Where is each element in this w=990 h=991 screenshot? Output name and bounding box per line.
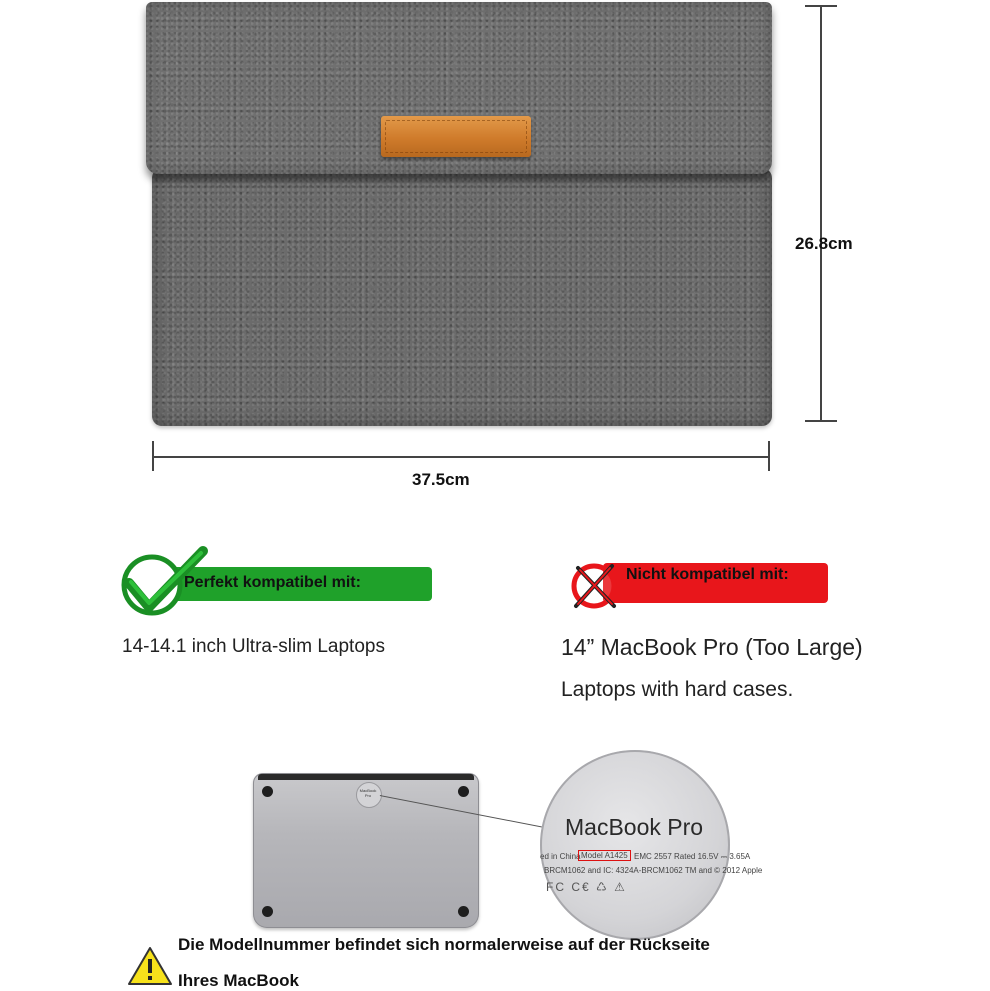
width-label: 37.5cm bbox=[412, 470, 470, 489]
incompatible-item: Laptops with hard cases. bbox=[561, 678, 794, 701]
laptop-hinge bbox=[258, 774, 474, 780]
width-dimension-cap-left bbox=[152, 441, 154, 471]
width-dimension-line bbox=[152, 456, 770, 458]
laptop-label-text: MacBook Pro bbox=[359, 788, 377, 798]
zoom-regulatory-text: EMC 2557 Rated 16.5V ⎓ 3.65A bbox=[634, 852, 751, 861]
laptop-foot bbox=[262, 906, 273, 917]
height-dimension-cap-bottom bbox=[805, 420, 837, 422]
zoom-title: MacBook Pro bbox=[565, 814, 704, 840]
zoom-circle bbox=[540, 750, 730, 940]
cross-icon bbox=[566, 560, 634, 618]
warning-text-line-2: Ihres MacBook bbox=[178, 971, 299, 990]
height-dimension-line bbox=[820, 6, 822, 420]
width-dimension-cap-right bbox=[768, 441, 770, 471]
laptop-foot bbox=[458, 906, 469, 917]
laptop-foot bbox=[262, 786, 273, 797]
incompatible-label: Nicht kompatibel mit: bbox=[626, 566, 789, 583]
compatible-item: 14-14.1 inch Ultra-slim Laptops bbox=[122, 636, 385, 657]
laptop-foot bbox=[458, 786, 469, 797]
leather-tab bbox=[381, 116, 531, 157]
compatible-label: Perfekt kompatibel mit: bbox=[184, 574, 361, 591]
sleeve-body bbox=[152, 168, 772, 426]
zoom-regulatory-text: BRCM1062 and IC: 4324A-BRCM1062 TM and © 2012 Apple bbox=[544, 866, 763, 875]
warning-triangle-icon bbox=[127, 945, 173, 987]
height-dimension-cap-top bbox=[805, 5, 837, 7]
zoom-regulatory-text: ed in China bbox=[540, 852, 581, 861]
incompatible-item: 14” MacBook Pro (Too Large) bbox=[561, 634, 863, 660]
certification-marks: FC C€ ♺ ⚠ bbox=[546, 880, 627, 894]
warning-text-line-1: Die Modellnummer befindet sich normalerweise auf der Rückseite bbox=[178, 935, 710, 954]
height-label: 26.8cm bbox=[795, 234, 853, 253]
model-number-highlight: Model A1425 bbox=[578, 850, 631, 861]
